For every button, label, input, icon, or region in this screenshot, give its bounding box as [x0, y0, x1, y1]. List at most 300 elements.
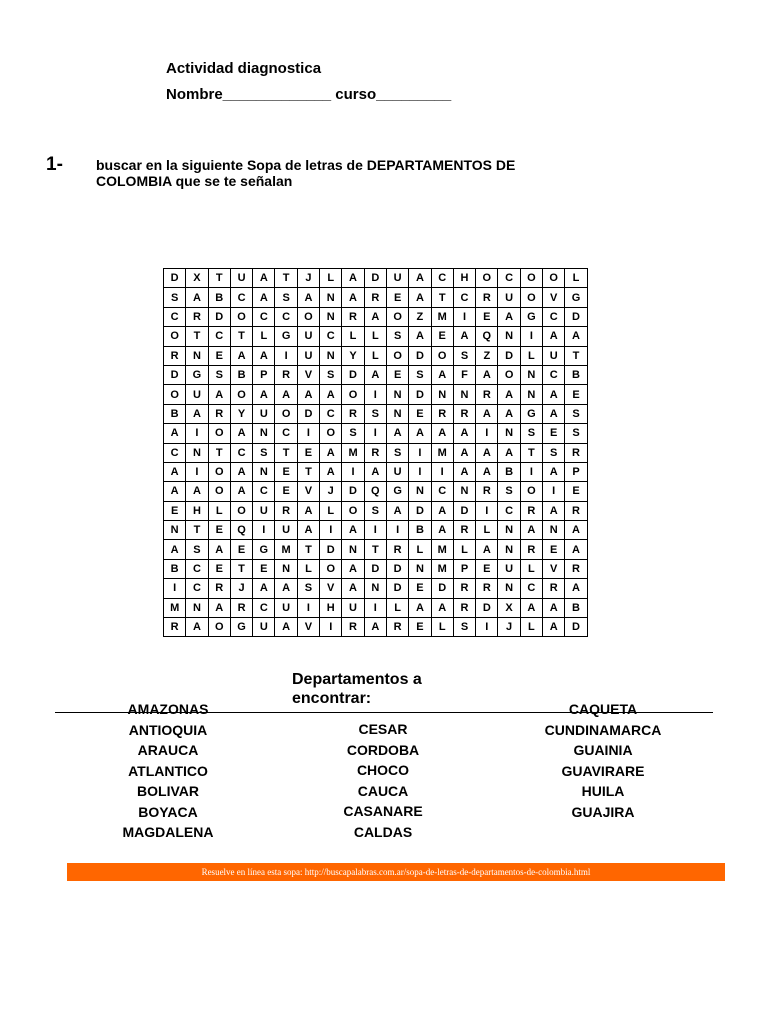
- grid-cell: I: [364, 521, 386, 540]
- footer-link-banner[interactable]: Resuelve en línea esta sopa: http://buscapalabras.com.ar/sopa-de-letras-de-departamentos-de-colombia.html: [67, 863, 725, 881]
- grid-cell: A: [431, 365, 453, 384]
- grid-cell: D: [386, 579, 408, 598]
- grid-cell: P: [253, 365, 275, 384]
- grid-cell: I: [409, 462, 431, 481]
- grid-cell: S: [386, 327, 408, 346]
- grid-cell: S: [565, 424, 587, 443]
- grid-cell: E: [164, 501, 186, 520]
- grid-cell: T: [565, 346, 587, 365]
- grid-cell: D: [498, 346, 520, 365]
- grid-cell: A: [186, 618, 208, 637]
- department-item: HUILA: [581, 783, 625, 799]
- grid-cell: I: [386, 521, 408, 540]
- grid-cell: Q: [230, 521, 252, 540]
- grid-cell: O: [431, 346, 453, 365]
- grid-cell: N: [386, 404, 408, 423]
- grid-row: [164, 385, 588, 404]
- grid-cell: R: [476, 482, 498, 501]
- grid-cell: A: [208, 598, 230, 617]
- grid-row: [164, 598, 588, 617]
- grid-cell: E: [476, 559, 498, 578]
- grid-row: [164, 269, 588, 288]
- grid-cell: I: [476, 501, 498, 520]
- grid-cell: O: [476, 269, 498, 288]
- grid-cell: U: [230, 269, 252, 288]
- grid-cell: Z: [476, 346, 498, 365]
- grid-cell: N: [498, 579, 520, 598]
- grid-cell: D: [164, 269, 186, 288]
- grid-cell: C: [320, 404, 342, 423]
- grid-cell: S: [364, 501, 386, 520]
- grid-cell: N: [409, 482, 431, 501]
- grid-cell: J: [297, 269, 319, 288]
- grid-cell: A: [409, 269, 431, 288]
- grid-cell: A: [409, 598, 431, 617]
- grid-cell: M: [431, 443, 453, 462]
- grid-cell: L: [320, 269, 342, 288]
- grid-cell: N: [498, 540, 520, 559]
- grid-cell: U: [342, 598, 364, 617]
- grid-cell: S: [453, 618, 475, 637]
- grid-cell: A: [431, 424, 453, 443]
- grid-cell: L: [208, 501, 230, 520]
- grid-cell: A: [253, 346, 275, 365]
- grid-cell: C: [253, 307, 275, 326]
- grid-row: [164, 521, 588, 540]
- grid-cell: D: [565, 618, 587, 637]
- grid-cell: G: [565, 288, 587, 307]
- grid-cell: O: [230, 385, 252, 404]
- grid-cell: U: [275, 598, 297, 617]
- grid-cell: S: [543, 443, 565, 462]
- grid-row: [164, 501, 588, 520]
- grid-cell: I: [476, 424, 498, 443]
- grid-cell: L: [453, 540, 475, 559]
- grid-cell: O: [520, 482, 542, 501]
- grid-cell: A: [342, 579, 364, 598]
- grid-cell: R: [364, 443, 386, 462]
- grid-cell: E: [297, 443, 319, 462]
- grid-cell: S: [364, 404, 386, 423]
- grid-cell: I: [364, 385, 386, 404]
- grid-cell: U: [297, 327, 319, 346]
- grid-cell: C: [208, 327, 230, 346]
- grid-cell: O: [520, 288, 542, 307]
- grid-cell: A: [186, 288, 208, 307]
- grid-cell: R: [520, 540, 542, 559]
- grid-cell: R: [342, 307, 364, 326]
- grid-cell: V: [543, 288, 565, 307]
- grid-cell: N: [164, 521, 186, 540]
- grid-cell: M: [431, 540, 453, 559]
- grid-cell: I: [275, 346, 297, 365]
- grid-cell: A: [275, 618, 297, 637]
- grid-cell: M: [431, 307, 453, 326]
- grid-cell: T: [275, 269, 297, 288]
- grid-cell: S: [253, 443, 275, 462]
- departments-column-1: [73, 699, 263, 843]
- grid-cell: A: [476, 443, 498, 462]
- grid-cell: C: [230, 288, 252, 307]
- grid-cell: B: [409, 521, 431, 540]
- grid-cell: R: [275, 365, 297, 384]
- department-item: GUAINIA: [573, 742, 633, 758]
- grid-cell: A: [208, 385, 230, 404]
- grid-cell: U: [498, 288, 520, 307]
- grid-cell: V: [297, 618, 319, 637]
- grid-cell: E: [565, 385, 587, 404]
- grid-cell: N: [320, 307, 342, 326]
- name-course-line: Nombre_____________ curso_________: [166, 86, 452, 103]
- grid-cell: A: [320, 385, 342, 404]
- grid-cell: D: [342, 365, 364, 384]
- grid-cell: A: [320, 443, 342, 462]
- grid-cell: N: [186, 443, 208, 462]
- grid-cell: S: [186, 540, 208, 559]
- grid-cell: A: [253, 579, 275, 598]
- grid-cell: L: [565, 269, 587, 288]
- grid-cell: A: [364, 307, 386, 326]
- grid-cell: L: [520, 618, 542, 637]
- grid-cell: R: [565, 559, 587, 578]
- grid-cell: A: [543, 327, 565, 346]
- grid-cell: O: [164, 327, 186, 346]
- grid-cell: A: [498, 443, 520, 462]
- grid-cell: D: [476, 598, 498, 617]
- grid-cell: L: [253, 327, 275, 346]
- grid-cell: A: [342, 559, 364, 578]
- grid-cell: L: [364, 346, 386, 365]
- grid-cell: L: [342, 327, 364, 346]
- grid-cell: R: [453, 521, 475, 540]
- grid-cell: R: [230, 598, 252, 617]
- grid-row: [164, 424, 588, 443]
- grid-cell: I: [186, 462, 208, 481]
- grid-cell: B: [164, 404, 186, 423]
- grid-cell: A: [186, 404, 208, 423]
- grid-cell: D: [431, 579, 453, 598]
- grid-cell: U: [386, 462, 408, 481]
- department-item: CAQUETA: [568, 701, 638, 717]
- grid-cell: N: [543, 521, 565, 540]
- grid-row: [164, 482, 588, 501]
- grid-cell: H: [453, 269, 475, 288]
- grid-cell: A: [520, 521, 542, 540]
- grid-row: [164, 443, 588, 462]
- grid-cell: O: [342, 385, 364, 404]
- grid-row: [164, 404, 588, 423]
- grid-cell: G: [230, 618, 252, 637]
- department-item: BOLIVAR: [137, 783, 199, 799]
- grid-cell: S: [565, 404, 587, 423]
- grid-cell: N: [409, 559, 431, 578]
- grid-cell: I: [409, 443, 431, 462]
- grid-cell: F: [453, 365, 475, 384]
- grid-cell: N: [453, 385, 475, 404]
- grid-cell: S: [164, 288, 186, 307]
- grid-cell: O: [208, 618, 230, 637]
- grid-cell: O: [230, 307, 252, 326]
- grid-cell: C: [253, 482, 275, 501]
- grid-cell: O: [275, 404, 297, 423]
- grid-cell: I: [253, 521, 275, 540]
- grid-cell: B: [164, 559, 186, 578]
- grid-cell: G: [253, 540, 275, 559]
- grid-cell: L: [386, 598, 408, 617]
- grid-cell: I: [431, 462, 453, 481]
- grid-cell: U: [498, 559, 520, 578]
- grid-cell: C: [453, 288, 475, 307]
- grid-cell: U: [253, 404, 275, 423]
- grid-cell: G: [520, 307, 542, 326]
- grid-cell: A: [409, 327, 431, 346]
- grid-cell: U: [253, 618, 275, 637]
- grid-cell: A: [520, 598, 542, 617]
- grid-cell: C: [498, 269, 520, 288]
- grid-cell: R: [275, 501, 297, 520]
- grid-cell: S: [320, 365, 342, 384]
- grid-cell: E: [409, 404, 431, 423]
- grid-cell: C: [498, 501, 520, 520]
- grid-cell: B: [565, 365, 587, 384]
- grid-cell: A: [253, 288, 275, 307]
- grid-cell: Q: [476, 327, 498, 346]
- grid-cell: E: [275, 482, 297, 501]
- grid-cell: L: [520, 346, 542, 365]
- grid-cell: D: [565, 307, 587, 326]
- grid-cell: I: [164, 579, 186, 598]
- grid-cell: D: [320, 540, 342, 559]
- grid-cell: R: [565, 443, 587, 462]
- grid-cell: E: [565, 482, 587, 501]
- grid-cell: R: [186, 307, 208, 326]
- grid-cell: R: [543, 579, 565, 598]
- grid-row: [164, 327, 588, 346]
- grid-cell: N: [275, 559, 297, 578]
- grid-cell: S: [498, 482, 520, 501]
- grid-cell: R: [476, 579, 498, 598]
- grid-cell: V: [297, 482, 319, 501]
- department-item: CALDAS: [353, 823, 413, 840]
- grid-cell: C: [253, 598, 275, 617]
- department-item: CASANARE: [343, 803, 423, 819]
- grid-cell: A: [543, 598, 565, 617]
- grid-cell: N: [520, 385, 542, 404]
- grid-cell: E: [543, 424, 565, 443]
- grid-cell: N: [186, 598, 208, 617]
- department-item: CUNDINAMARCA: [544, 721, 662, 738]
- grid-cell: E: [275, 462, 297, 481]
- grid-cell: D: [453, 501, 475, 520]
- grid-cell: L: [476, 521, 498, 540]
- grid-cell: A: [253, 269, 275, 288]
- grid-cell: N: [320, 288, 342, 307]
- grid-cell: A: [164, 462, 186, 481]
- grid-cell: V: [320, 579, 342, 598]
- grid-cell: I: [364, 598, 386, 617]
- grid-cell: A: [453, 424, 475, 443]
- grid-cell: S: [342, 424, 364, 443]
- grid-cell: L: [409, 540, 431, 559]
- grid-row: [164, 462, 588, 481]
- grid-cell: S: [297, 579, 319, 598]
- grid-cell: N: [253, 462, 275, 481]
- grid-cell: D: [297, 404, 319, 423]
- grid-cell: R: [453, 579, 475, 598]
- grid-cell: A: [230, 346, 252, 365]
- grid-cell: E: [208, 346, 230, 365]
- grid-cell: L: [431, 618, 453, 637]
- grid-cell: A: [543, 618, 565, 637]
- grid-cell: U: [543, 346, 565, 365]
- grid-cell: M: [342, 443, 364, 462]
- grid-cell: C: [186, 559, 208, 578]
- grid-cell: D: [409, 385, 431, 404]
- grid-cell: A: [431, 501, 453, 520]
- grid-cell: D: [342, 482, 364, 501]
- grid-row: [164, 365, 588, 384]
- grid-cell: Z: [409, 307, 431, 326]
- grid-cell: O: [164, 385, 186, 404]
- grid-cell: A: [476, 404, 498, 423]
- grid-cell: O: [543, 269, 565, 288]
- grid-cell: I: [520, 462, 542, 481]
- grid-cell: U: [386, 269, 408, 288]
- grid-cell: T: [186, 327, 208, 346]
- grid-cell: M: [164, 598, 186, 617]
- grid-cell: O: [208, 462, 230, 481]
- grid-cell: D: [364, 269, 386, 288]
- grid-cell: U: [275, 521, 297, 540]
- grid-cell: E: [431, 327, 453, 346]
- grid-cell: O: [320, 559, 342, 578]
- departments-title: Departamentos a encontrar:: [292, 671, 422, 707]
- grid-cell: I: [364, 424, 386, 443]
- grid-cell: R: [386, 540, 408, 559]
- grid-cell: T: [297, 462, 319, 481]
- grid-cell: S: [409, 365, 431, 384]
- grid-cell: U: [186, 385, 208, 404]
- grid-cell: A: [230, 462, 252, 481]
- grid-cell: A: [498, 385, 520, 404]
- grid-cell: U: [253, 501, 275, 520]
- department-item: CORDOBA: [346, 741, 420, 758]
- grid-cell: A: [431, 521, 453, 540]
- grid-cell: T: [208, 269, 230, 288]
- grid-cell: O: [520, 269, 542, 288]
- grid-cell: I: [543, 482, 565, 501]
- grid-cell: A: [476, 462, 498, 481]
- grid-cell: E: [386, 365, 408, 384]
- grid-cell: N: [520, 365, 542, 384]
- grid-cell: I: [520, 327, 542, 346]
- grid-cell: C: [543, 365, 565, 384]
- grid-cell: L: [297, 559, 319, 578]
- question-number: 1-: [46, 154, 63, 175]
- department-item: ANTIOQUIA: [128, 721, 208, 738]
- grid-cell: O: [208, 424, 230, 443]
- grid-cell: A: [164, 424, 186, 443]
- grid-cell: N: [364, 579, 386, 598]
- department-item: CESAR: [358, 721, 408, 737]
- grid-cell: S: [208, 365, 230, 384]
- grid-cell: A: [498, 307, 520, 326]
- grid-cell: G: [520, 404, 542, 423]
- grid-cell: A: [342, 269, 364, 288]
- grid-row: [164, 346, 588, 365]
- grid-cell: D: [208, 307, 230, 326]
- grid-cell: A: [297, 501, 319, 520]
- grid-cell: B: [498, 462, 520, 481]
- grid-cell: R: [520, 501, 542, 520]
- grid-cell: A: [543, 404, 565, 423]
- grid-cell: A: [543, 385, 565, 404]
- grid-cell: R: [342, 404, 364, 423]
- grid-cell: T: [230, 559, 252, 578]
- grid-cell: R: [476, 288, 498, 307]
- grid-cell: A: [342, 288, 364, 307]
- department-item: ATLANTICO: [128, 762, 208, 779]
- grid-cell: S: [386, 443, 408, 462]
- grid-cell: P: [453, 559, 475, 578]
- grid-cell: T: [208, 443, 230, 462]
- grid-cell: A: [565, 540, 587, 559]
- grid-cell: D: [364, 559, 386, 578]
- grid-cell: T: [275, 443, 297, 462]
- grid-cell: A: [565, 327, 587, 346]
- grid-cell: C: [543, 307, 565, 326]
- grid-row: [164, 579, 588, 598]
- grid-cell: A: [498, 404, 520, 423]
- grid-cell: A: [364, 365, 386, 384]
- grid-cell: M: [431, 559, 453, 578]
- grid-cell: A: [565, 521, 587, 540]
- grid-cell: D: [386, 559, 408, 578]
- grid-cell: C: [431, 482, 453, 501]
- grid-cell: N: [386, 385, 408, 404]
- grid-cell: A: [364, 618, 386, 637]
- grid-cell: J: [320, 482, 342, 501]
- grid-cell: R: [208, 579, 230, 598]
- grid-cell: T: [230, 327, 252, 346]
- grid-cell: N: [498, 424, 520, 443]
- department-item: CAUCA: [357, 782, 409, 799]
- grid-cell: A: [453, 327, 475, 346]
- word-search-grid: [163, 268, 588, 637]
- grid-cell: D: [164, 365, 186, 384]
- grid-cell: A: [275, 579, 297, 598]
- grid-cell: R: [164, 346, 186, 365]
- grid-cell: O: [386, 346, 408, 365]
- grid-cell: A: [230, 424, 252, 443]
- grid-cell: L: [364, 327, 386, 346]
- grid-cell: H: [320, 598, 342, 617]
- grid-cell: E: [476, 307, 498, 326]
- question-text: buscar en la siguiente Sopa de letras de DEPARTAMENTOS DE COLOMBIA que se te señalan: [96, 157, 516, 189]
- grid-cell: A: [543, 501, 565, 520]
- department-item: GUAVIRARE: [561, 762, 645, 779]
- grid-cell: J: [498, 618, 520, 637]
- grid-cell: X: [498, 598, 520, 617]
- department-item: GUAJIRA: [571, 803, 635, 820]
- grid-cell: C: [431, 269, 453, 288]
- grid-cell: R: [386, 618, 408, 637]
- grid-cell: A: [409, 424, 431, 443]
- grid-cell: N: [320, 346, 342, 365]
- grid-cell: A: [565, 579, 587, 598]
- grid-cell: A: [543, 462, 565, 481]
- grid-cell: S: [275, 288, 297, 307]
